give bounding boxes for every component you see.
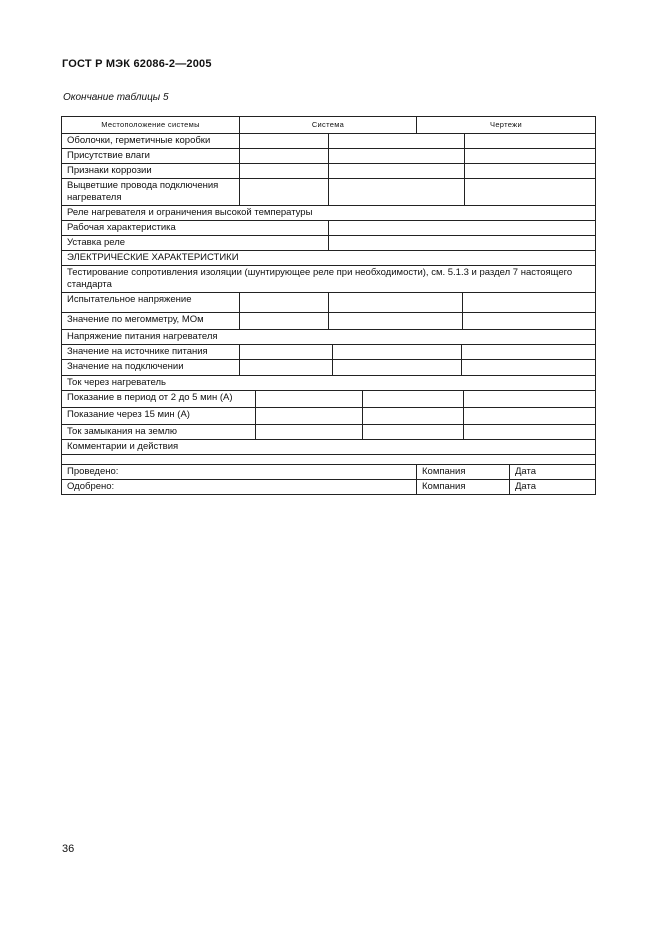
table-row	[62, 407, 595, 424]
signoff-label: Проведено:	[67, 466, 119, 477]
section-label: Реле нагревателя и ограничения высокой температуры	[67, 207, 313, 218]
table-row	[62, 178, 595, 205]
document-header: ГОСТ Р МЭК 62086-2—2005	[62, 58, 212, 70]
value-cell	[328, 221, 595, 235]
row-label: Значение по мегомметру, МОм	[67, 314, 204, 325]
table-row	[62, 205, 595, 220]
table-row	[62, 344, 595, 359]
table-row	[62, 390, 595, 407]
signoff-row	[62, 464, 595, 479]
section-label: Ток через нагреватель	[67, 377, 167, 388]
empty-row	[62, 454, 595, 464]
value-cell	[239, 360, 332, 375]
value-cell	[332, 345, 461, 359]
table-row	[62, 292, 595, 312]
value-cell	[462, 313, 595, 329]
table-row	[62, 312, 595, 329]
value-cell	[462, 293, 595, 312]
table-row	[62, 235, 595, 250]
table-row	[62, 375, 595, 390]
value-cell	[239, 149, 328, 163]
value-cell	[239, 134, 328, 148]
table-row	[62, 133, 595, 148]
table-row	[62, 329, 595, 344]
signoff-row	[62, 479, 595, 494]
table-header-row	[62, 117, 595, 133]
value-cell	[328, 236, 595, 250]
row-label: Выцветшие провода подключения нагревателя	[67, 180, 219, 203]
row-label: Значение на подключении	[67, 361, 184, 372]
signoff-date: Дата	[509, 480, 595, 494]
signoff-date: Дата	[509, 465, 595, 479]
table-row	[62, 163, 595, 178]
table-row	[62, 148, 595, 163]
value-cell	[239, 313, 328, 329]
value-cell	[328, 293, 462, 312]
table-row	[62, 359, 595, 375]
header-drawings: Чертежи	[416, 117, 595, 133]
row-label: Ток замыкания на землю	[67, 426, 178, 437]
row-label: Рабочая характеристика	[67, 222, 176, 233]
table-row	[62, 250, 595, 265]
value-cell	[362, 425, 463, 439]
value-cell	[464, 164, 595, 178]
value-cell	[464, 179, 595, 205]
section-label: Тестирование сопротивления изоляции (шунтирующее реле при необходимости), см. 5.1.3 и раздел 7 настоящего стандарта	[67, 267, 573, 290]
value-cell	[362, 408, 463, 424]
value-cell	[328, 134, 464, 148]
value-cell	[463, 391, 595, 407]
header-system: Система	[239, 117, 416, 133]
row-label: Значение на источнике питания	[67, 346, 208, 357]
row-label: Испытательное напряжение	[67, 294, 192, 305]
row-label: Показание в период от 2 до 5 мин (А)	[67, 392, 233, 403]
value-cell	[239, 164, 328, 178]
row-label: Уставка реле	[67, 237, 126, 248]
value-cell	[239, 293, 328, 312]
value-cell	[461, 345, 595, 359]
table-caption: Окончание таблицы 5	[63, 92, 169, 103]
value-cell	[463, 425, 595, 439]
signoff-company: Компания	[416, 480, 509, 494]
value-cell	[464, 149, 595, 163]
value-cell	[328, 179, 464, 205]
value-cell	[461, 360, 595, 375]
inspection-table	[61, 116, 596, 495]
value-cell	[332, 360, 461, 375]
value-cell	[463, 408, 595, 424]
header-location: Местоположение системы	[101, 120, 200, 129]
table-row	[62, 220, 595, 235]
row-label: Оболочки, герметичные коробки	[67, 135, 211, 146]
value-cell	[239, 179, 328, 205]
row-label: Присутствие влаги	[67, 150, 150, 161]
value-cell	[255, 391, 362, 407]
table-row	[62, 424, 595, 439]
value-cell	[464, 134, 595, 148]
value-cell	[328, 313, 462, 329]
page-number: 36	[62, 843, 75, 855]
signoff-label: Одобрено:	[67, 481, 115, 492]
table-row	[62, 439, 595, 454]
value-cell	[255, 425, 362, 439]
value-cell	[255, 408, 362, 424]
signoff-company: Компания	[416, 465, 509, 479]
value-cell	[239, 345, 332, 359]
row-label: Показание через 15 мин (А)	[67, 409, 190, 420]
section-label: ЭЛЕКТРИЧЕСКИЕ ХАРАКТЕРИСТИКИ	[67, 252, 239, 263]
section-label: Комментарии и действия	[67, 441, 179, 452]
section-label: Напряжение питания нагревателя	[67, 331, 218, 342]
table-row	[62, 265, 595, 292]
value-cell	[328, 164, 464, 178]
value-cell	[328, 149, 464, 163]
row-label: Признаки коррозии	[67, 165, 152, 176]
value-cell	[362, 391, 463, 407]
